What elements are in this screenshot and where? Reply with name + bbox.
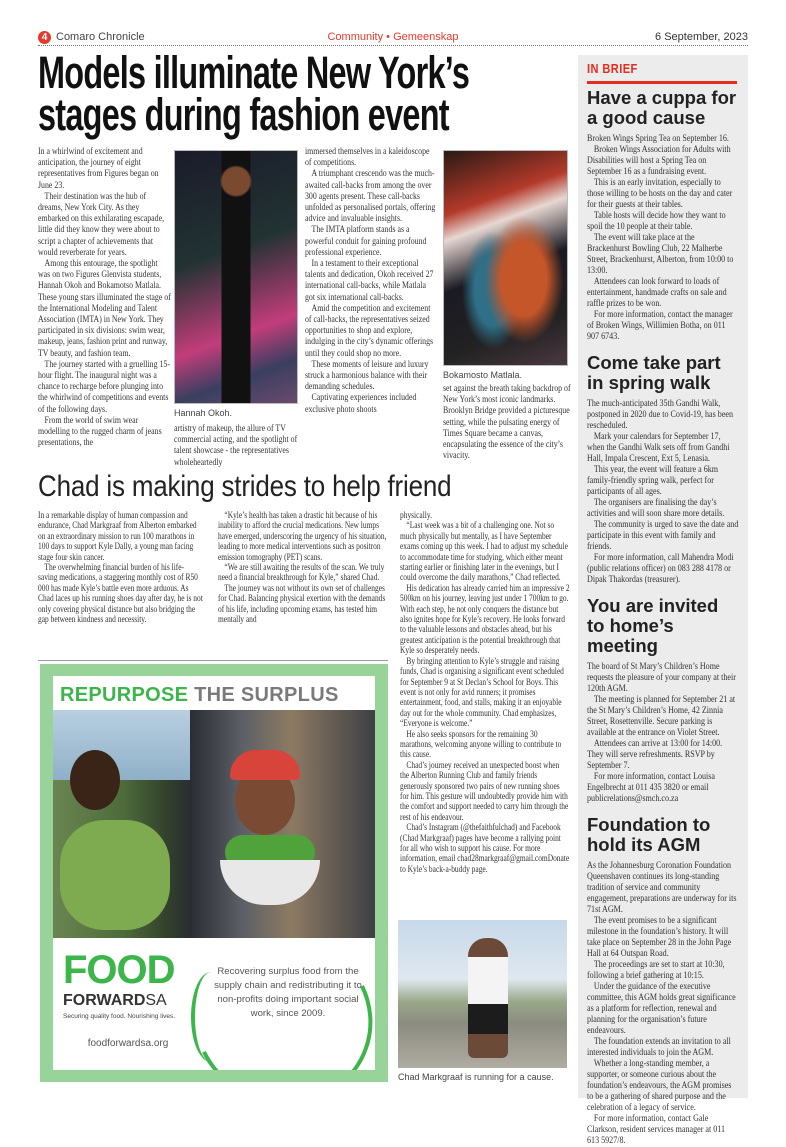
paragraph: Captivating experiences included exclusive photo shoots bbox=[305, 392, 417, 415]
paragraph: A triumphant crescendo was the much-awaited call-backs from among the over 300 agents present. These call-backs unfolded as personalised portals, offering advice and invaluable insights. bbox=[305, 168, 436, 225]
paragraph: By bringing attention to Kyle’s struggle and raising funds, Chad is organising a significant event scheduled for September 9 at St Declan’s School for Boys. This event is not only for avid runners; it promises entertainment, food, and stalls, making it an enjoyable day out for the whole community. Chad emphasizes, “Everyone is welcome.” bbox=[400, 656, 564, 730]
paragraph: Attendees can look forward to loads of entertainment, handmade crafts on sale and raffle prizes to be won. bbox=[587, 277, 727, 309]
paragraph: Broken Wings Association for Adults with Disabilities will host a Spring Tea on September 16 as a fundraising event. bbox=[587, 145, 731, 177]
paragraph: Amid the competition and excitement of call-backs, the representatives seized opportunities to shop and explore, indulging in the city’s dynamic offerings until they could shop no more. bbox=[305, 302, 434, 359]
photo-caption: Hannah Okoh. bbox=[174, 408, 233, 418]
advert-photo bbox=[53, 710, 375, 938]
paragraph: “Kyle’s health has taken a drastic hit because of his inability to afford the crucial medications. New lumps have emerged, underscoring the urgency of his situation, leading to more medical interventions such as positron emission tomography (PET) scans. bbox=[218, 511, 387, 563]
paragraph: physically. bbox=[400, 511, 432, 521]
brief-title: Foundation to hold its AGM bbox=[587, 814, 711, 855]
main-story-column-4 bbox=[443, 383, 571, 461]
brief-item bbox=[587, 815, 739, 1147]
paragraph: Table hosts will decide how they want to spoil the 10 people at their table. bbox=[587, 211, 726, 232]
paragraph: These moments of leisure and luxury struck a harmonious balance with their demanding schedules. bbox=[305, 358, 429, 393]
brief-title: Come take part in spring walk bbox=[587, 352, 721, 393]
paragraph: The meeting is planned for September 21 at the St Mary’s Children’s Home, 42 Zinnia Street, Rosettenville. Secure parking is available at the entrance on Violet Street. bbox=[587, 695, 736, 738]
brief-body bbox=[587, 662, 739, 805]
paragraph: For more information, call Mahendra Modi (public relations officer) on 083 288 4178 or Dipak Thakordas (treasurer). bbox=[587, 553, 734, 585]
paragraph: The much-anticipated 35th Gandhi Walk, postponed in 2020 due to Covid-19, has been rescheduled. bbox=[587, 399, 734, 431]
issue-date: 6 September, 2023 bbox=[655, 31, 748, 43]
brief-body bbox=[587, 399, 739, 586]
headline-line: stages during fashion event bbox=[38, 89, 449, 140]
runner-figure bbox=[468, 938, 508, 1058]
photo-caption: Bokamosto Matlala. bbox=[443, 370, 523, 380]
paragraph: This is an early invitation, especially to those willing to be hosts on the day and cater for their guests at their tables. bbox=[587, 178, 733, 210]
main-story-column-3 bbox=[305, 146, 437, 415]
paragraph: In a testament to their exceptional talents and dedication, Okoh received 27 international call-backs, while Matlala got six international call-backs. bbox=[305, 258, 434, 303]
newspaper-name: Comaro Chronicle bbox=[56, 31, 145, 43]
paragraph: Chad’s Instagram (@thefaithfulchad) and Facebook (Chad Markgraaf) pages have become a rallying point for all who wish to support his cause. For more information, email chad28markgraaf@gmail.comDonate to Kyle’s back-a-buddy page. bbox=[400, 823, 570, 875]
paragraph: The community is urged to save the date and participate in this event with family and friends. bbox=[587, 520, 739, 552]
in-brief-sidebar bbox=[578, 55, 748, 1146]
paragraph: For more information, contact the manager of Broken Wings, Willimien Botha, on 011 907 6743. bbox=[587, 310, 733, 342]
food-forward-advert[interactable] bbox=[40, 664, 388, 1082]
chad-story-column-2 bbox=[218, 511, 390, 625]
paragraph: He also seeks sponsors for the remaining 30 marathons, welcoming anyone willing to contribute to this cause. bbox=[400, 729, 562, 761]
chad-story-column-3 bbox=[400, 511, 570, 875]
advert-body: Recovering surplus food from the supply chain and redistributing it to non-profits doing important social work, since 2009. bbox=[214, 966, 362, 1019]
advert-title bbox=[60, 684, 339, 707]
paragraph: In a whirlwind of excitement and anticipation, the journey of eight representatives from Figures began on June 23. bbox=[38, 146, 159, 191]
section-label: Community • Gemeenskap bbox=[327, 31, 459, 43]
paragraph: In a remarkable display of human compassion and endurance, Chad Markgraaf from Alberton embarked on an extraordinary mission to run 100 marathons in 100 days to support Kyle Dally, a young man facing stage four skin cancer. bbox=[38, 511, 197, 563]
page-header bbox=[38, 30, 748, 46]
paragraph: artistry of makeup, the allure of TV commercial acting, and the spotlight of talent showcase - the representatives wholeheartedly bbox=[174, 423, 298, 468]
photo-bokamosto-matlala bbox=[443, 150, 568, 366]
paragraph: Mark your calendars for September 17, when the Gandhi Walk sets off from Gandhi Hall, Impala Crescent, Ext 5, Lenasia. bbox=[587, 432, 730, 464]
paragraph: As the Johannesburg Coronation Foundation Queenshaven continues its long-standing tradition of service and community engagement, preparations are underway for its 71st AGM. bbox=[587, 861, 737, 915]
photo-chad-running bbox=[398, 920, 567, 1068]
accent-rule bbox=[587, 81, 737, 84]
logo-sa: SA bbox=[145, 992, 167, 1009]
headline-line: Models illuminate New York’s bbox=[38, 47, 470, 98]
main-story-column-1 bbox=[38, 146, 171, 448]
main-story-column-2 bbox=[174, 423, 302, 468]
paragraph: Among this entourage, the spotlight was on two Figures Glenvista students, Hannah Okoh and Bokamotso Matlala. These young stars illuminated the stage of the International Modeling and Talent Association (IMTA) in New York. They participated in six divisions: swim wear, makeup, jeans, fashion print and runway, TV beauty, and fashion team. bbox=[38, 258, 171, 359]
paragraph: For more information, contact Gale Clarkson, resident services manager at 011 613 5927/8. bbox=[587, 1114, 726, 1146]
brief-item bbox=[587, 88, 739, 343]
chad-story-column-1 bbox=[38, 511, 203, 625]
paragraph: The foundation extends an invitation to all interested individuals to join the AGM. bbox=[587, 1037, 731, 1058]
brief-body bbox=[587, 861, 739, 1147]
paragraph: Under the guidance of the executive committee, this AGM holds great significance as a platform for reflection, renewal and planning for the organisation’s future endeavours. bbox=[587, 982, 736, 1036]
paragraph: “We are still awaiting the results of the scan. We truly need a financial breakthrough for Kyle,” shared Chad. bbox=[218, 563, 385, 584]
paragraph: “Last week was a bit of a challenging one. Not so much physically but mentally, as I have September exams coming up this week. I had to adjust my schedule to accommodate time for studying, which either meant starting earlier or finishing later in the evenings, but I could overcome the daily marathons,” Chad reflected. bbox=[400, 521, 568, 584]
paragraph: Chad’s journey received an unexpected boost when the Alberton Running Club and family friends generously sponsored two pairs of new running shoes for him. This gesture will undoubtedly provide him with the comfort and support needed to carry him through the rest of his endeavour. bbox=[400, 760, 569, 823]
photo-hannah-okoh bbox=[174, 150, 298, 404]
photo-caption: Chad Markgraaf is running for a cause. bbox=[398, 1072, 554, 1082]
paragraph: Broken Wings Spring Tea on September 16. bbox=[587, 134, 729, 144]
advert-title-green: REPURPOSE bbox=[60, 684, 189, 706]
advert-url[interactable]: foodforwardsa.org bbox=[87, 1038, 169, 1049]
paragraph: Their destination was the hub of dreams, New York City. As they embarked on this exhilarating escapade, little did they know they were about to script a chapter of achievements that would reverberate for years. bbox=[38, 190, 165, 258]
paragraph: immersed themselves in a kaleidoscope of competitions. bbox=[305, 146, 430, 169]
brief-body bbox=[587, 134, 739, 343]
paragraph: From the world of swim wear modelling to the rugged charm of jeans presentations, the bbox=[38, 414, 162, 449]
brief-item bbox=[587, 353, 739, 586]
brief-title: Have a cuppa for a good cause bbox=[587, 87, 737, 128]
chad-headline: Chad is making strides to help friend bbox=[38, 470, 452, 503]
paragraph: Whether a long-standing member, a supporter, or someone curious about the foundation’s endeavours, the AGM promises to be a gathering of shared purpose and the celebration of a legacy of service. bbox=[587, 1059, 732, 1113]
paragraph: This year, the event will feature a 6km family-friendly spring walk, perfect for participants of all ages. bbox=[587, 465, 719, 497]
paragraph: The proceedings are set to start at 10:30, following a brief gathering at 10:15. bbox=[587, 960, 725, 981]
paragraph: His dedication has already carried him an impressive 2 500km on his journey, leaving just under 1 700km to go. With each step, he not only conquers the distance but also ignites hope for Kyle’s recovery. He looks forward to the valuable lessons and obstacles ahead, but his greatest anticipation is the potential breakthrough that Kyle so desperately needs. bbox=[400, 583, 570, 657]
food-forward-logo bbox=[63, 950, 193, 1049]
paragraph: The journey was not without its own set of challenges for Chad. Balancing physical exertion with the demands of his life, including upcoming exams, has tested him mentally and bbox=[218, 583, 386, 626]
paragraph: The event promises to be a significant milestone in the foundation’s history. It will take place on September 28 in the John Page Hall at 64 Outspan Road. bbox=[587, 916, 732, 959]
paragraph: Attendees can arrive at 13:00 for 14:00. They will serve refreshments. RSVP by September 7. bbox=[587, 739, 723, 771]
paragraph: The overwhelming financial burden of his life-saving medications, a staggering monthly cost of R50 000 has made Kyle’s battle even more arduous. As Chad laces up his running shoes day after day, he is not only covering physical distance but also bridging the gap between kindness and necessity. bbox=[38, 563, 203, 626]
logo-food: FOOD bbox=[63, 948, 175, 992]
paragraph: For more information, contact Louisa Engelbrecht at 011 435 3820 or email publicrelations@smch.co.za bbox=[587, 772, 716, 804]
logo-forward: FORWARD bbox=[63, 992, 146, 1009]
paragraph: The organisers are finalising the day’s activities and will soon share more details. bbox=[587, 498, 725, 519]
in-brief-label: IN BRIEF bbox=[587, 61, 638, 76]
logo-tagline: Securing quality food. Nourishing lives. bbox=[63, 1013, 176, 1020]
paragraph: The journey started with a gruelling 15-hour flight. The inaugural night was a chance to recharge before plunging into the whirlwind of competitions and events of the following days. bbox=[38, 358, 170, 415]
brief-title: You are invited to home’s meeting bbox=[587, 595, 719, 656]
paragraph: The board of St Mary’s Children’s Home requests the pleasure of your company at their 120th AGM. bbox=[587, 662, 736, 694]
divider bbox=[38, 660, 388, 661]
main-headline bbox=[38, 47, 578, 140]
page-number-badge: 4 bbox=[38, 31, 51, 44]
paragraph: The event will take place at the Brackenhurst Bowling Club, 22 Malherbe Street, Brackenhurst, Alberton, from 10:00 to 13:00. bbox=[587, 233, 734, 276]
paragraph: The IMTA platform stands as a powerful conduit for gaining profound professional experience. bbox=[305, 224, 427, 258]
brief-item bbox=[587, 596, 739, 805]
paragraph: set against the breath taking backdrop of New York’s most iconic landmarks. Brooklyn Bridge provided a picturesque setting, while the pulsating energy of Times Square became a canvas, encapsulating the essence of the city’s vivacity. bbox=[443, 383, 571, 462]
advert-title-grey: THE SURPLUS bbox=[194, 684, 339, 706]
